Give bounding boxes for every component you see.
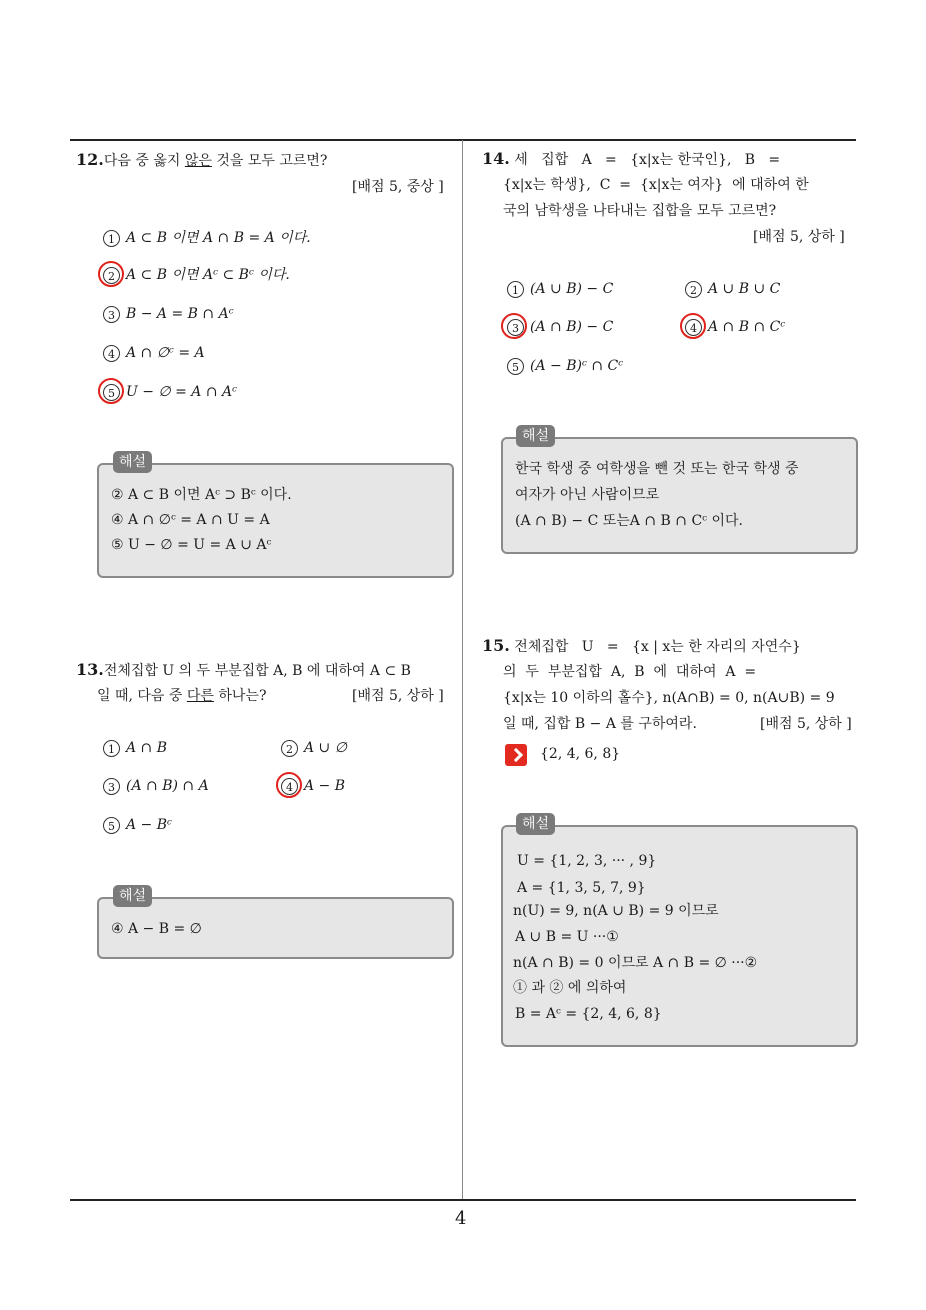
q14-option-5[interactable]: 5 (A − B)ᶜ ∩ Cᶜ bbox=[507, 356, 623, 376]
q14-solution-line: (A ∩ B) − C 또는A ∩ B ∩ Cᶜ 이다. bbox=[515, 513, 743, 529]
q12-option-5[interactable]: 5 U − ∅ = A ∩ Aᶜ bbox=[103, 382, 237, 402]
q13-score: [배점 5, 상하 ] bbox=[352, 688, 444, 704]
q14-solution-line: 여자가 아닌 사람이므로 bbox=[515, 487, 660, 503]
q13-option-2[interactable]: 2 A ∪ ∅ bbox=[281, 738, 347, 758]
q12-number: 12. bbox=[76, 150, 104, 169]
q13-option-4[interactable]: 4 A − B bbox=[281, 776, 345, 796]
q14-prompt-line2: {x|x는 학생}, C = {x|x는 여자} 에 대하여 한 bbox=[503, 177, 809, 193]
q15-prompt-line3: {x|x는 10 이하의 홀수}, n(A∩B) = 0, n(A∪B) = 9 bbox=[503, 690, 835, 706]
q13-number: 13. bbox=[76, 660, 104, 679]
q14-option-2[interactable]: 2 A ∪ B ∪ C bbox=[685, 279, 780, 299]
q12-option-1[interactable]: 1 A ⊂ B 이면 A ∩ B = A 이다. bbox=[103, 228, 311, 248]
q14-prompt-line1: 14. 세 집합 A = {x|x는 한국인}, B = bbox=[482, 149, 781, 168]
q13-prompt-line2: 일 때, 다음 중 다른 하나는? bbox=[97, 688, 267, 704]
q15-solution-box bbox=[501, 825, 858, 1047]
q12-score: [배점 5, 중상 ] bbox=[352, 179, 444, 195]
q15-solution-line: n(A ∩ B) = 0 이므로 A ∩ B = ∅ ···② bbox=[513, 955, 758, 971]
q12-solution-line: ⑤ U − ∅ = U = A ∪ Aᶜ bbox=[111, 537, 272, 553]
q12-option-4[interactable]: 4 A ∩ ∅ᶜ = A bbox=[103, 343, 205, 363]
q15-solution-line: U = {1, 2, 3, ··· , 9} bbox=[517, 853, 657, 869]
q14-prompt-line3: 국의 남학생을 나타내는 집합을 모두 고르면? bbox=[503, 203, 777, 219]
q14-solution-line: 한국 학생 중 여학생을 뺀 것 또는 한국 학생 중 bbox=[515, 461, 799, 477]
q14-solution-tag: 해설 bbox=[516, 425, 555, 447]
q14-selected-mark-4 bbox=[680, 313, 706, 339]
q15-solution-line: B = Aᶜ = {2, 4, 6, 8} bbox=[515, 1006, 662, 1022]
q15-prompt-line2: 의 두 부분집합 A, B 에 대하여 A = bbox=[503, 664, 757, 680]
q12-selected-mark-2 bbox=[98, 261, 124, 287]
q12-option-3[interactable]: 3 B − A = B ∩ Aᶜ bbox=[103, 304, 234, 324]
q14-selected-mark-3 bbox=[501, 313, 527, 339]
q15-solution-tag: 해설 bbox=[516, 813, 555, 835]
column-divider bbox=[462, 140, 463, 1200]
q13-solution-tag: 해설 bbox=[113, 885, 152, 907]
q13-solution-line: ④ A − B = ∅ bbox=[111, 921, 202, 937]
top-rule bbox=[70, 139, 856, 141]
q12-selected-mark-5 bbox=[98, 378, 124, 404]
page-number: 4 bbox=[455, 1208, 467, 1229]
q12-solution-line: ④ A ∩ ∅ᶜ = A ∩ U = A bbox=[111, 512, 270, 528]
q14-option-1[interactable]: 1 (A ∪ B) − C bbox=[507, 279, 613, 299]
answer-arrow-icon bbox=[505, 744, 527, 766]
q15-number: 15. bbox=[482, 636, 510, 655]
q15-score: [배점 5, 상하 ] bbox=[760, 716, 852, 732]
q13-option-3[interactable]: 3 (A ∩ B) ∩ A bbox=[103, 776, 209, 796]
q13-prompt-line1: 13.전체집합 U 의 두 부분집합 A, B 에 대하여 A ⊂ B bbox=[76, 660, 411, 679]
bottom-rule bbox=[70, 1199, 856, 1201]
q13-option-1[interactable]: 1 A ∩ B bbox=[103, 738, 167, 758]
q13-solution-box bbox=[97, 897, 454, 959]
q15-prompt-line1: 15. 전체집합 U = {x | x는 한 자리의 자연수} bbox=[482, 636, 801, 655]
q15-solution-line: n(U) = 9, n(A ∪ B) = 9 이므로 bbox=[513, 903, 719, 919]
q15-solution-line: A = {1, 3, 5, 7, 9} bbox=[517, 880, 646, 896]
q14-number: 14. bbox=[482, 149, 510, 168]
q15-prompt-line4: 일 때, 집합 B − A 를 구하여라. bbox=[503, 716, 697, 732]
q14-option-3[interactable]: 3 (A ∩ B) − C bbox=[507, 317, 613, 337]
q15-solution-line: A ∪ B = U ···① bbox=[515, 929, 619, 945]
q15-solution-line: ① 과 ② 에 의하여 bbox=[513, 980, 627, 996]
q12-solution-line: ② A ⊂ B 이면 Aᶜ ⊃ Bᶜ 이다. bbox=[111, 487, 292, 503]
q14-score: [배점 5, 상하 ] bbox=[753, 229, 845, 245]
q12-option-2[interactable]: 2 A ⊂ B 이면 Aᶜ ⊂ Bᶜ 이다. bbox=[103, 265, 290, 285]
q13-selected-mark-4 bbox=[276, 772, 302, 798]
q14-solution-box bbox=[501, 437, 858, 554]
q12-solution-tag: 해설 bbox=[113, 451, 152, 473]
q15-answer: {2, 4, 6, 8} bbox=[540, 746, 621, 762]
q12-solution-box bbox=[97, 463, 454, 578]
q12-prompt: 12.다음 중 옳지 않은 것을 모두 고르면? bbox=[76, 150, 328, 169]
q13-option-5[interactable]: 5 A − Bᶜ bbox=[103, 815, 172, 835]
q14-option-4[interactable]: 4 A ∩ B ∩ Cᶜ bbox=[685, 317, 785, 337]
